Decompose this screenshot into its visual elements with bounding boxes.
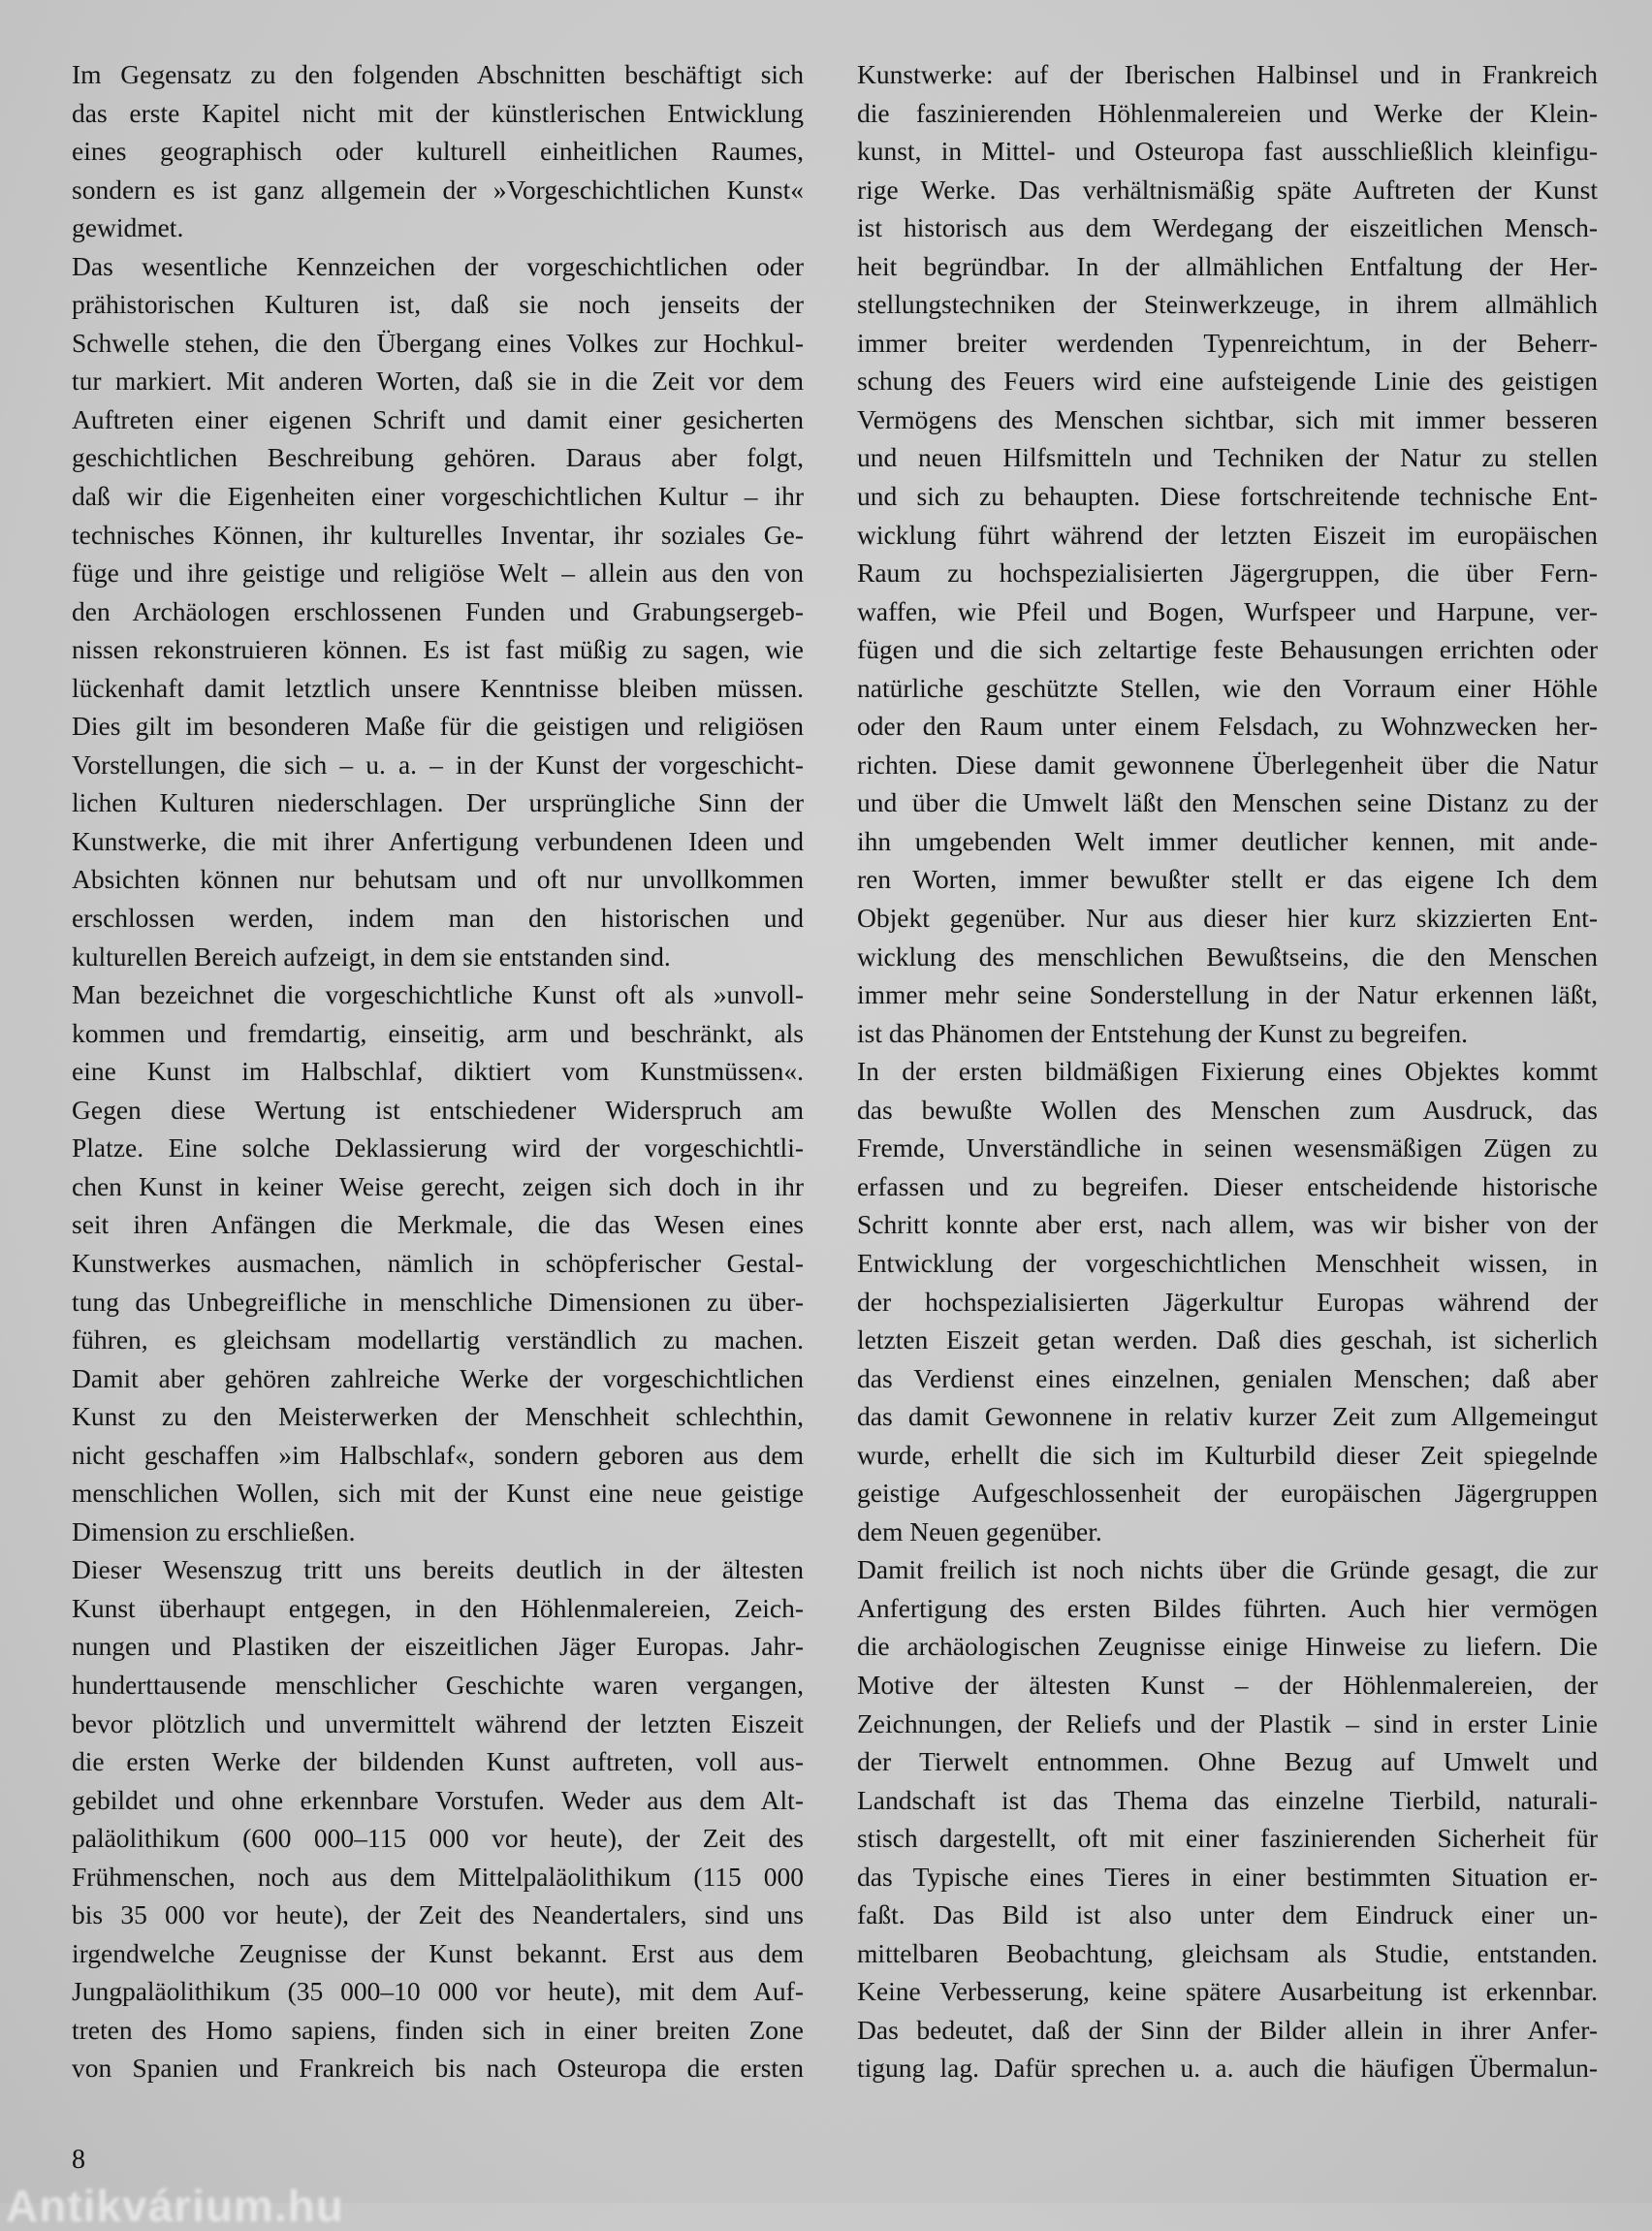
text-line: prähistorischen Kulturen ist, daß sie noch jenseits der (72, 289, 804, 320)
left-text-column (72, 55, 804, 2088)
text-line: treten des Homo sapiens, finden sich in einer breiten Zone (72, 2014, 804, 2045)
text-line: wicklung des menschlichen Bewußtseins, die den Menschen (857, 940, 1598, 972)
text-line: bevor plötzlich und unvermittelt während der letzten Eiszeit (72, 1707, 804, 1738)
text-line: erfassen und zu begreifen. Dieser entscheidende historische (857, 1170, 1598, 1201)
text-line: Schwelle stehen, die den Übergang eines Volkes zur Hochkul- (72, 327, 804, 358)
text-line: nicht geschaffen »im Halbschlaf«, sondern geboren aus dem (72, 1439, 804, 1470)
text-line: immer breiter werdenden Typenreichtum, in der Beherr- (857, 327, 1598, 358)
text-line: das erste Kapitel nicht mit der künstlerischen Entwicklung (72, 97, 804, 128)
text-line: Dieser Wesenszug tritt uns bereits deutlich in der ältesten (72, 1554, 804, 1585)
text-line: geistige Aufgeschlossenheit der europäischen Jägergruppen (857, 1478, 1598, 1509)
text-line: Gegen diese Wertung ist entschiedener Widerspruch am (72, 1094, 804, 1125)
text-line: Im Gegensatz zu den folgenden Abschnitten beschäftigt sich (72, 59, 804, 89)
text-line: füge und ihre geistige und religiöse Welt – allein aus den von (72, 558, 804, 589)
text-line: Fremde, Unverständliche in seinen wesensmäßigen Zügen zu (857, 1132, 1598, 1163)
text-line: nissen rekonstruieren können. Es ist fast müßig zu sagen, wie (72, 634, 804, 665)
text-line: Platze. Eine solche Deklassierung wird der vorgeschichtli- (72, 1132, 804, 1163)
text-line: Kunstwerke: auf der Iberischen Halbinsel und in Frankreich (857, 59, 1598, 89)
text-line: hunderttausende menschlicher Geschichte waren vergangen, (72, 1669, 804, 1700)
text-line: wicklung führt während der letzten Eiszeit im europäischen (857, 519, 1598, 550)
text-line: seit ihren Anfängen die Merkmale, die das Wesen eines (72, 1209, 804, 1240)
text-line: richten. Diese damit gewonnene Überlegenheit über die Natur (857, 749, 1598, 780)
page-number: 8 (72, 2145, 85, 2175)
text-line: letzten Eiszeit getan werden. Daß dies geschah, ist sicherlich (857, 1324, 1598, 1355)
text-line: lichen Kulturen niederschlagen. Der ursprüngliche Sinn der (72, 787, 804, 818)
text-line: Motive der ältesten Kunst – der Höhlenmalereien, der (857, 1669, 1598, 1700)
text-line: eines geographisch oder kulturell einheitlichen Raumes, (72, 136, 804, 167)
right-text-column (857, 55, 1598, 2088)
text-line: und sich zu behaupten. Diese fortschreitende technische Ent- (857, 481, 1598, 512)
text-line: Damit freilich ist noch nichts über die Gründe gesagt, die zur (857, 1554, 1598, 1585)
text-line: führen, es gleichsam modellartig verständlich zu machen. (72, 1324, 804, 1355)
text-line: das damit Gewonnene in relativ kurzer Zeit zum Allgemeingut (857, 1401, 1598, 1432)
text-line: nungen und Plastiken der eiszeitlichen Jäger Europas. Jahr- (72, 1631, 804, 1662)
text-line: der Tierwelt entnommen. Ohne Bezug auf Umwelt und (857, 1746, 1598, 1777)
text-line: Anfertigung des ersten Bildes führten. Auch hier vermögen (857, 1592, 1598, 1623)
text-line: geschichtlichen Beschreibung gehören. Daraus aber folgt, (72, 442, 804, 473)
text-line: ist historisch aus dem Werdegang der eiszeitlichen Mensch- (857, 212, 1598, 243)
text-line: Dimension zu erschließen. (72, 1515, 356, 1546)
text-line: schung des Feuers wird eine aufsteigende Linie des geistigen (857, 366, 1598, 397)
text-line: heit begründbar. In der allmählichen Entfaltung der Her- (857, 250, 1598, 281)
text-line: paläolithikum (600 000–115 000 vor heute), der Zeit des (72, 1823, 804, 1854)
text-line: Vermögens des Menschen sichtbar, sich mit immer besseren (857, 403, 1598, 434)
text-line: Das wesentliche Kennzeichen der vorgeschichtlichen oder (72, 250, 804, 281)
text-line: Schritt konnte aber erst, nach allem, was wir bisher von der (857, 1209, 1598, 1240)
text-line: das Verdienst eines einzelnen, genialen Menschen; daß aber (857, 1362, 1598, 1393)
text-line: lückenhaft damit letztlich unsere Kenntnisse bleiben müssen. (72, 672, 804, 703)
text-line: die ersten Werke der bildenden Kunst auftreten, voll aus- (72, 1746, 804, 1777)
text-line: kunst, in Mittel- und Osteuropa fast ausschließlich kleinfigu- (857, 136, 1598, 167)
text-line: bis 35 000 vor heute), der Zeit des Neandertalers, sind uns (72, 1899, 804, 1930)
text-line: Kunst überhaupt entgegen, in den Höhlenmalereien, Zeich- (72, 1592, 804, 1623)
text-line: oder den Raum unter einem Felsdach, zu Wohnzwecken her- (857, 711, 1598, 742)
text-line: faßt. Das Bild ist also unter dem Eindruck einer un- (857, 1899, 1598, 1930)
text-line: Man bezeichnet die vorgeschichtliche Kunst oft als »unvoll- (72, 979, 804, 1010)
text-line: Keine Verbesserung, keine spätere Ausarbeitung ist erkennbar. (857, 1976, 1598, 2007)
text-line: ihn umgebenden Welt immer deutlicher kennen, mit ande- (857, 825, 1598, 856)
text-line: Kunstwerke, die mit ihrer Anfertigung verbundenen Ideen und (72, 825, 804, 856)
text-line: Dies gilt im besonderen Maße für die geistigen und religiösen (72, 711, 804, 742)
text-line: Absichten können nur behutsam und oft nur unvollkommen (72, 864, 804, 895)
text-line: eine Kunst im Halbschlaf, diktiert vom Kunstmüssen«. (72, 1056, 804, 1087)
text-line: und neuen Hilfsmitteln und Techniken der Natur zu stellen (857, 442, 1598, 473)
text-line: Damit aber gehören zahlreiche Werke der vorgeschichtlichen (72, 1362, 804, 1393)
text-line: Raum zu hochspezialisierten Jägergruppen, die über Fern- (857, 558, 1598, 589)
text-line: das Typische eines Tieres in einer bestimmten Situation er- (857, 1861, 1598, 1892)
text-line: ist das Phänomen der Entstehung der Kunst zu begreifen. (857, 1017, 1469, 1048)
text-line: menschlichen Wollen, sich mit der Kunst eine neue geistige (72, 1478, 804, 1509)
text-line: und über die Umwelt läßt den Menschen seine Distanz zu der (857, 787, 1598, 818)
text-line: sondern es ist ganz allgemein der »Vorgeschichtlichen Kunst« (72, 174, 804, 205)
text-line: Das bedeutet, daß der Sinn der Bilder allein in ihrer Anfer- (857, 2014, 1598, 2045)
text-line: Jungpaläolithikum (35 000–10 000 vor heute), mit dem Auf- (72, 1976, 804, 2007)
text-line: die faszinierenden Höhlenmalereien und Werke der Klein- (857, 97, 1598, 128)
text-line: immer mehr seine Sonderstellung in der Natur erkennen läßt, (857, 979, 1598, 1010)
text-line: gewidmet. (72, 212, 184, 243)
text-line: Auftreten einer eigenen Schrift und damit einer gesicherten (72, 403, 804, 434)
watermark: Antikvárium.hu (6, 2181, 344, 2231)
text-line: stisch dargestellt, oft mit einer faszinierenden Sicherheit für (857, 1823, 1598, 1854)
text-line: der hochspezialisierten Jägerkultur Europas während der (857, 1286, 1598, 1317)
text-line: natürliche geschützte Stellen, wie den Vorraum einer Höhle (857, 672, 1598, 703)
text-line: kommen und fremdartig, einseitig, arm und beschränkt, als (72, 1017, 804, 1048)
text-line: gebildet und ohne erkennbare Vorstufen. Weder aus dem Alt- (72, 1784, 804, 1815)
text-line: In der ersten bildmäßigen Fixierung eines Objektes kommt (857, 1056, 1598, 1087)
text-line: erschlossen werden, indem man den historischen und (72, 903, 804, 934)
text-line: den Archäologen erschlossenen Funden und Grabungsergeb- (72, 595, 804, 626)
text-line: dem Neuen gegenüber. (857, 1515, 1102, 1546)
text-line: stellungstechniken der Steinwerkzeuge, in ihrem allmählich (857, 289, 1598, 320)
text-line: Frühmenschen, noch aus dem Mittelpaläolithikum (115 000 (72, 1861, 804, 1892)
text-line: Objekt gegenüber. Nur aus dieser hier kurz skizzierten Ent- (857, 903, 1598, 934)
text-line: die archäologischen Zeugnisse einige Hinweise zu liefern. Die (857, 1631, 1598, 1662)
text-line: ren Worten, immer bewußter stellt er das eigene Ich dem (857, 864, 1598, 895)
text-line: wurde, erhellt die sich im Kulturbild dieser Zeit spiegelnde (857, 1439, 1598, 1470)
text-line: daß wir die Eigenheiten einer vorgeschichtlichen Kultur – ihr (72, 481, 804, 512)
text-line: rige Werke. Das verhältnismäßig späte Auftreten der Kunst (857, 174, 1598, 205)
text-line: fügen und die sich zeltartige feste Behausungen errichten oder (857, 634, 1598, 665)
text-line: von Spanien und Frankreich bis nach Osteuropa die ersten (72, 2053, 804, 2084)
text-line: tung das Unbegreifliche in menschliche Dimensionen zu über- (72, 1286, 804, 1317)
text-line: das bewußte Wollen des Menschen zum Ausdruck, das (857, 1094, 1598, 1125)
text-line: Kunstwerkes ausmachen, nämlich in schöpferischer Gestal- (72, 1247, 804, 1278)
text-line: Zeichnungen, der Reliefs und der Plastik – sind in erster Linie (857, 1707, 1598, 1738)
text-line: Kunst zu den Meisterwerken der Menschheit schlechthin, (72, 1401, 804, 1432)
text-line: Entwicklung der vorgeschichtlichen Menschheit wissen, in (857, 1247, 1598, 1278)
text-line: mittelbaren Beobachtung, gleichsam als Studie, entstanden. (857, 1937, 1598, 1968)
text-line: kulturellen Bereich aufzeigt, in dem sie entstanden sind. (72, 940, 671, 972)
text-line: waffen, wie Pfeil und Bogen, Wurfspeer und Harpune, ver- (857, 595, 1598, 626)
text-line: irgendwelche Zeugnisse der Kunst bekannt. Erst aus dem (72, 1937, 804, 1968)
text-line: Landschaft ist das Thema das einzelne Tierbild, naturali- (857, 1784, 1598, 1815)
text-line: tigung lag. Dafür sprechen u. a. auch die häufigen Übermalun- (857, 2053, 1598, 2084)
text-line: chen Kunst in keiner Weise gerecht, zeigen sich doch in ihr (72, 1170, 804, 1201)
text-line: Vorstellungen, die sich – u. a. – in der Kunst der vorgeschicht- (72, 749, 804, 780)
text-line: tur markiert. Mit anderen Worten, daß sie in die Zeit vor dem (72, 366, 804, 397)
text-line: technisches Können, ihr kulturelles Inventar, ihr soziales Ge- (72, 519, 804, 550)
